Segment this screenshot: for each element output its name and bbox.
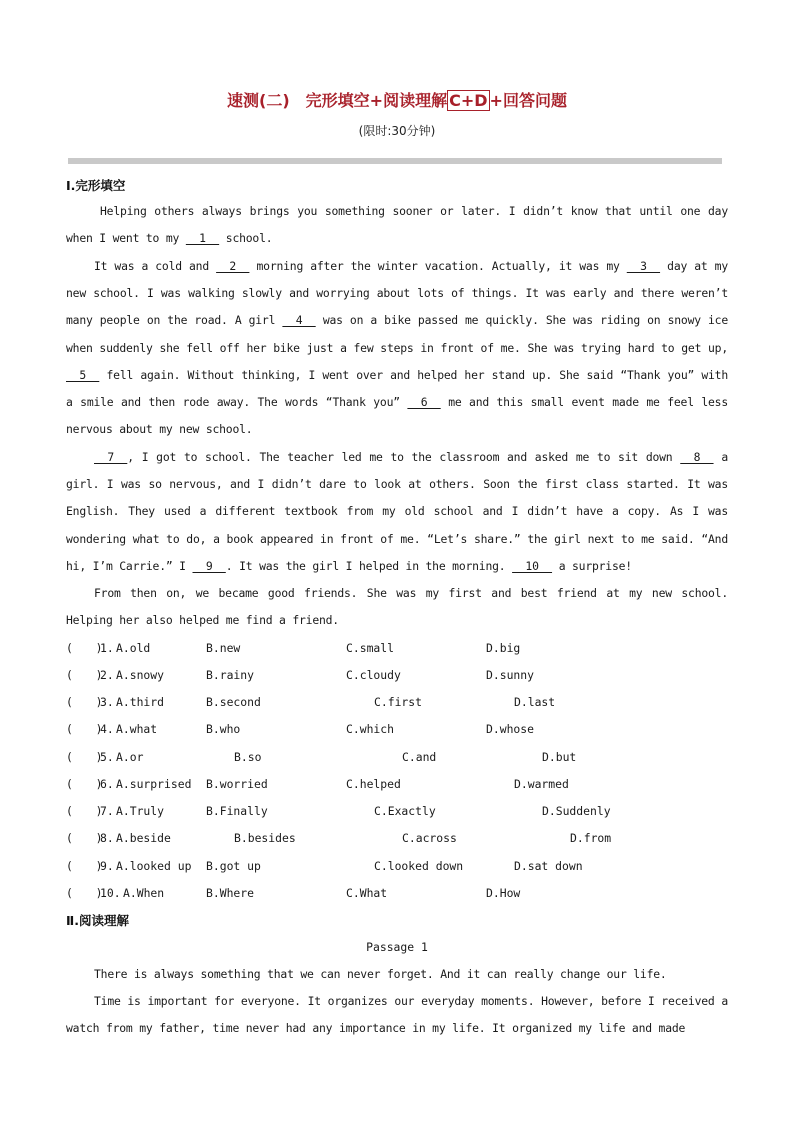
question-number: 2. xyxy=(100,668,114,682)
option-a[interactable]: A.looked up xyxy=(116,859,192,873)
option-b[interactable]: B.new xyxy=(206,641,241,655)
question-row xyxy=(66,853,728,880)
time-limit: (限时:30分钟) xyxy=(358,124,436,138)
question-row xyxy=(66,771,728,798)
answer-bracket[interactable]: ( ) xyxy=(66,750,103,764)
divider xyxy=(68,158,722,164)
cloze-paragraph-4: From then on, we became good friends. She was my first and best friend at my new school. Helping her also helped me find a friend. xyxy=(66,586,728,628)
option-d[interactable]: D.Suddenly xyxy=(542,804,611,818)
option-a[interactable]: A.third xyxy=(116,695,165,709)
option-c[interactable]: C.helped xyxy=(346,777,401,791)
question-number: 9. xyxy=(100,859,114,873)
option-d[interactable]: D.but xyxy=(542,750,577,764)
option-a[interactable]: A.what xyxy=(116,722,158,736)
blank-2: 2 xyxy=(216,259,250,273)
question-row xyxy=(66,716,728,743)
option-a[interactable]: A.When xyxy=(123,886,165,900)
question-row xyxy=(66,744,728,771)
option-b[interactable]: B.Where xyxy=(206,886,255,900)
question-row xyxy=(66,798,728,825)
option-d[interactable]: D.big xyxy=(486,641,521,655)
option-b[interactable]: B.rainy xyxy=(206,668,255,682)
passage-title: Passage 1 xyxy=(366,940,428,954)
question-number: 8. xyxy=(100,831,114,845)
option-d[interactable]: D.sat down xyxy=(514,859,583,873)
blank-5: 5 xyxy=(66,367,100,382)
reading-paragraph-2: Time is important for everyone. It organizes our everyday moments. However, before I received a watch from my father, time never had any importance in my life. It organized my life and made xyxy=(66,994,728,1036)
cloze-paragraph-3: 7 , I got to school. The teacher led me to the classroom and asked me to sit down 8 a girl. I was so nervous, and I didn’t dare to look at others. Soon the first class started. It was English. They used a different textbook from my old school and I didn’t have a copy. As I was wondering what to do, a book appeared in front of me. “Let’s share.” the girl next to me said. “And hi, I’m Carrie.” I 9 . It was the girl I helped in the morning. 10 a surprise! xyxy=(66,444,728,580)
answer-bracket[interactable]: ( ) xyxy=(66,804,103,818)
answer-bracket[interactable]: ( ) xyxy=(66,722,103,736)
page-title: 速测(二) 完形填空+阅读理解 C+D +回答问题 xyxy=(227,91,567,110)
option-c[interactable]: C.What xyxy=(346,886,388,900)
blank-7: 7 xyxy=(94,450,128,464)
option-a[interactable]: A.old xyxy=(116,641,151,655)
blank-4: 4 xyxy=(282,313,316,328)
option-a[interactable]: A.surprised xyxy=(116,777,192,791)
answer-bracket[interactable]: ( ) xyxy=(66,668,103,682)
option-b[interactable]: B.who xyxy=(206,722,241,736)
option-a[interactable]: A.or xyxy=(116,750,144,764)
option-a[interactable]: A.snowy xyxy=(116,668,165,682)
answer-bracket[interactable]: ( ) xyxy=(66,859,103,873)
reading-paragraph-1: There is always something that we can never forget. And it can really change our life. xyxy=(94,967,667,981)
option-c[interactable]: C.first xyxy=(374,695,423,709)
option-d[interactable]: D.sunny xyxy=(486,668,535,682)
section-heading-cloze: Ⅰ.完形填空 xyxy=(66,178,126,193)
option-d[interactable]: D.from xyxy=(570,831,612,845)
answer-bracket[interactable]: ( ) xyxy=(66,886,103,900)
option-c[interactable]: C.across xyxy=(402,831,457,845)
answer-bracket[interactable]: ( ) xyxy=(66,777,103,791)
question-number: 10. xyxy=(100,886,121,900)
option-a[interactable]: A.Truly xyxy=(116,804,165,818)
option-c[interactable]: C.looked down xyxy=(374,859,464,873)
option-b[interactable]: B.besides xyxy=(234,831,296,845)
option-d[interactable]: D.warmed xyxy=(514,777,569,791)
option-b[interactable]: B.got up xyxy=(206,859,261,873)
option-b[interactable]: B.Finally xyxy=(206,804,268,818)
answer-bracket[interactable]: ( ) xyxy=(66,641,103,655)
option-c[interactable]: C.and xyxy=(402,750,437,764)
question-number: 3. xyxy=(100,695,114,709)
question-row xyxy=(66,880,728,907)
option-b[interactable]: B.second xyxy=(206,695,261,709)
title-boxed-text: C+D xyxy=(449,91,488,110)
option-c[interactable]: C.which xyxy=(346,722,395,736)
question-row xyxy=(66,825,728,852)
option-d[interactable]: D.whose xyxy=(486,722,535,736)
option-c[interactable]: C.small xyxy=(346,641,395,655)
question-row xyxy=(66,635,728,662)
option-d[interactable]: D.How xyxy=(486,886,521,900)
answer-bracket[interactable]: ( ) xyxy=(66,695,103,709)
option-d[interactable]: D.last xyxy=(514,695,556,709)
blank-8: 8 xyxy=(680,450,714,464)
question-number: 4. xyxy=(100,722,114,736)
option-c[interactable]: C.cloudy xyxy=(346,668,401,682)
section-heading-reading: Ⅱ.阅读理解 xyxy=(66,913,129,928)
blank-1: 1 xyxy=(185,231,220,246)
option-b[interactable]: B.so xyxy=(234,750,262,764)
question-number: 6. xyxy=(100,777,114,791)
blank-10: 10 xyxy=(512,558,553,573)
cloze-paragraph-2: It was a cold and 2 morning after the winter vacation. Actually, it was my 3 day at my new school. I was walking slowly and worrying about lots of things. It was early and there weren’t many people on the road. A girl 4 was on a bike passed me quickly. She was riding on snowy ice when suddenly she fell off her bike just a few steps in front of me. She was trying hard to get up, 5 fell again. Without thinking, I went over and helped her stand up. She said “Thank you” with a smile and then rode away. The words “Thank you” 6 me and this small event made me feel less nervous about my new school. xyxy=(66,253,728,443)
option-b[interactable]: B.worried xyxy=(206,777,268,791)
blank-9: 9 xyxy=(192,558,226,573)
question-number: 1. xyxy=(100,641,114,655)
question-number: 7. xyxy=(100,804,114,818)
blank-3: 3 xyxy=(626,259,661,273)
question-row xyxy=(66,662,728,689)
option-c[interactable]: C.Exactly xyxy=(374,804,436,818)
answer-bracket[interactable]: ( ) xyxy=(66,831,103,845)
question-number: 5. xyxy=(100,750,114,764)
blank-6: 6 xyxy=(407,395,441,410)
cloze-paragraph-1: Helping others always brings you something sooner or later. I didn’t know that until one day when I went to my 1 school. xyxy=(66,198,728,252)
question-row xyxy=(66,689,728,716)
option-a[interactable]: A.beside xyxy=(116,831,171,845)
